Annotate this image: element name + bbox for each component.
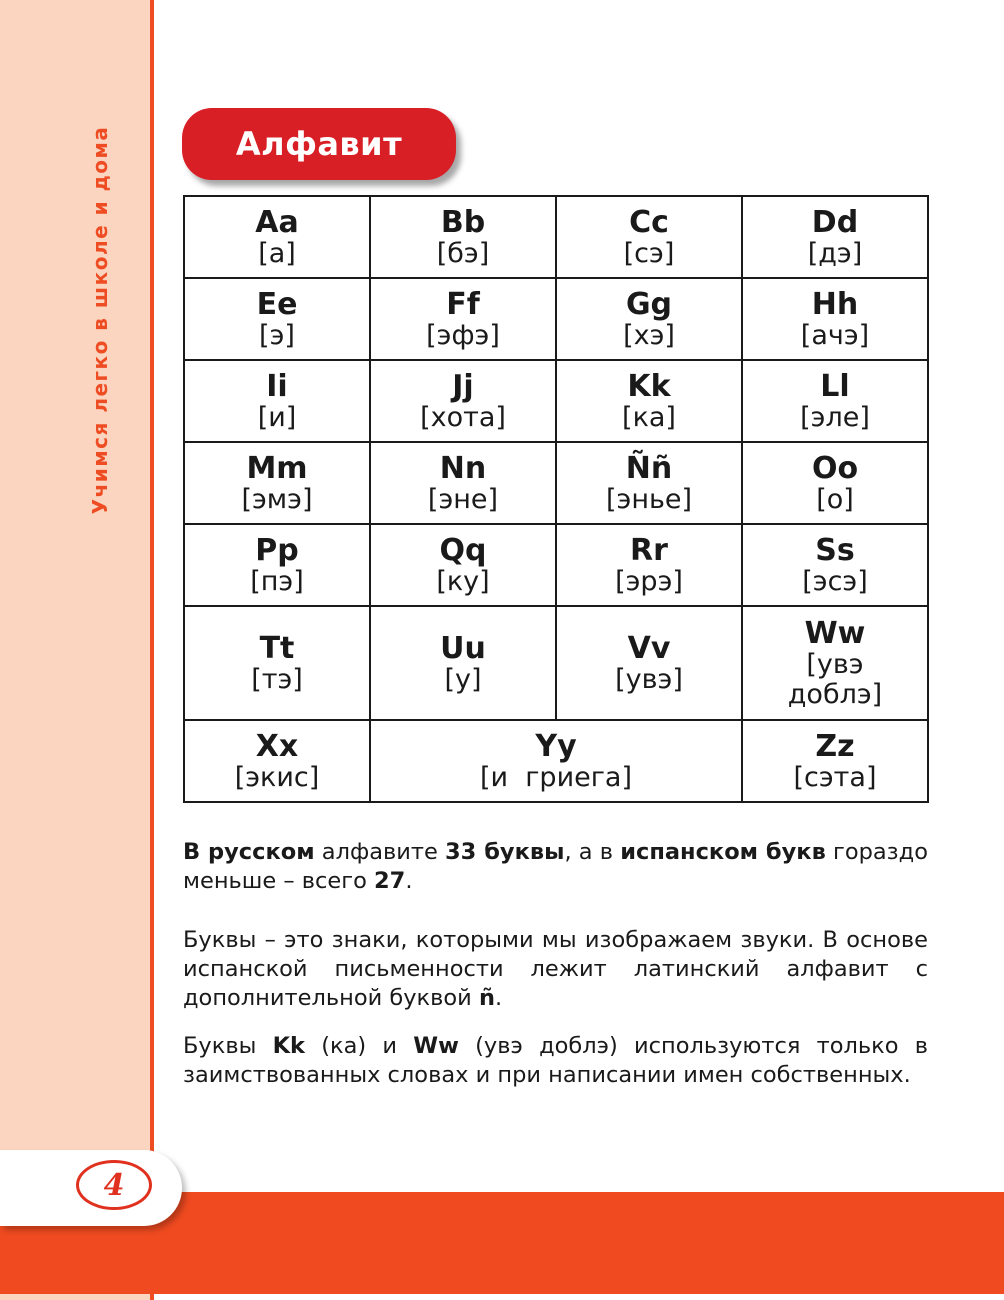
letter: Ññ xyxy=(625,450,673,486)
pronunciation: [ку] xyxy=(436,565,490,597)
alphabet-cell xyxy=(742,524,928,606)
alphabet-cell xyxy=(742,720,928,802)
letter: Ll xyxy=(820,368,850,404)
letter: Zz xyxy=(815,728,855,764)
letter: Rr xyxy=(630,532,668,568)
side-title: Учимся легко в школе и дома xyxy=(88,125,112,515)
bold-text: 27 xyxy=(374,868,406,894)
pronunciation: [бэ] xyxy=(436,237,490,269)
alphabet-cell xyxy=(370,524,556,606)
section-title-badge xyxy=(182,108,456,180)
bold-text: 33 буквы xyxy=(445,839,565,865)
letter: Cc xyxy=(629,204,669,240)
letter: Nn xyxy=(439,450,487,486)
text: (ка) и xyxy=(305,1033,414,1059)
alphabet-cell xyxy=(370,442,556,524)
letter: Kk xyxy=(627,368,671,404)
page-number: 4 xyxy=(76,1160,152,1210)
text: (увэ доблэ) используются только в заимствованных словах и при написании имен собственных. xyxy=(183,1033,928,1088)
alphabet-cell xyxy=(556,196,742,278)
pronunciation: [дэ] xyxy=(807,237,863,269)
letter: Bb xyxy=(440,204,486,240)
letter: Yy xyxy=(535,728,577,764)
letter: Pp xyxy=(255,532,299,568)
text: Буквы – это знаки, которыми мы изображаем звуки. В основе испанской письменности лежит латинский алфавит с дополнительной буквой xyxy=(183,927,928,1011)
alphabet-cell xyxy=(742,442,928,524)
letter: Gg xyxy=(625,286,673,322)
text: гораздо меньше – всего xyxy=(183,839,928,894)
alphabet-cell xyxy=(556,524,742,606)
letter: Aa xyxy=(255,204,299,240)
letter: Dd xyxy=(811,204,859,240)
pronunciation: [эсэ] xyxy=(802,565,868,597)
table-row xyxy=(184,524,928,606)
text: Буквы xyxy=(183,1033,273,1059)
pronunciation: [э] xyxy=(259,319,295,351)
table-row xyxy=(184,278,928,360)
alphabet-cell xyxy=(556,606,742,720)
paragraph-3 xyxy=(183,1032,928,1090)
alphabet-cell xyxy=(742,278,928,360)
section-title: Алфавит xyxy=(235,125,403,163)
letter: Ff xyxy=(446,286,480,322)
alphabet-cell xyxy=(556,360,742,442)
pronunciation: [энье] xyxy=(605,483,693,515)
alphabet-cell xyxy=(184,720,370,802)
alphabet-cell xyxy=(370,278,556,360)
letter: Mm xyxy=(246,450,308,486)
table-row xyxy=(184,720,928,802)
table-row xyxy=(184,360,928,442)
letter: Hh xyxy=(811,286,859,322)
alphabet-cell xyxy=(742,196,928,278)
text: . xyxy=(494,985,503,1011)
pronunciation: [ка] xyxy=(622,401,676,433)
alphabet-cell xyxy=(742,606,928,720)
pronunciation: [и] xyxy=(257,401,297,433)
letter: Tt xyxy=(259,630,295,666)
table-row xyxy=(184,196,928,278)
pronunciation: [эрэ] xyxy=(615,565,683,597)
paragraph-2 xyxy=(183,926,928,1013)
pronunciation: [о] xyxy=(816,483,854,515)
side-divider-line xyxy=(150,0,154,1300)
alphabet-cell xyxy=(742,360,928,442)
alphabet-cell xyxy=(184,278,370,360)
bold-text: ñ xyxy=(478,985,495,1011)
alphabet-cell xyxy=(370,720,742,802)
pronunciation: [ачэ] xyxy=(800,319,870,351)
pronunciation: [эмэ] xyxy=(241,483,313,515)
side-band xyxy=(0,0,150,1300)
pronunciation: [эле] xyxy=(800,401,870,433)
letter: Xx xyxy=(255,728,299,764)
letter: Jj xyxy=(452,368,474,404)
pronunciation: [эфэ] xyxy=(426,319,500,351)
text: алфавите xyxy=(314,839,446,865)
pronunciation: [эне] xyxy=(427,483,499,515)
text: , а в xyxy=(564,839,621,865)
pronunciation: [экис] xyxy=(234,761,320,793)
pronunciation: [пэ] xyxy=(250,565,304,597)
letter: Ww xyxy=(804,615,866,651)
bold-text: Ww xyxy=(413,1033,459,1059)
bold-text: В русском xyxy=(183,839,315,865)
letter: Ss xyxy=(815,532,855,568)
alphabet-cell xyxy=(370,360,556,442)
alphabet-cell xyxy=(184,360,370,442)
pronunciation: [сэта] xyxy=(793,761,877,793)
pronunciation: [увэ] xyxy=(615,663,683,695)
letter: Oo xyxy=(811,450,859,486)
alphabet-table xyxy=(183,195,929,803)
alphabet-cell xyxy=(370,606,556,720)
table-row xyxy=(184,606,928,720)
alphabet-cell xyxy=(370,196,556,278)
pronunciation: [и гриега] xyxy=(480,761,632,793)
letter: Vv xyxy=(627,630,671,666)
pronunciation: [хэ] xyxy=(623,319,675,351)
pronunciation: [увэ доблэ] xyxy=(787,648,883,710)
letter: Ee xyxy=(256,286,298,322)
text: . xyxy=(405,868,413,894)
paragraph-1 xyxy=(183,838,928,896)
bold-text: испанском букв xyxy=(620,839,826,865)
pronunciation: [у] xyxy=(444,663,482,695)
alphabet-cell xyxy=(184,606,370,720)
pronunciation: [сэ] xyxy=(623,237,675,269)
alphabet-cell xyxy=(184,196,370,278)
pronunciation: [тэ] xyxy=(251,663,303,695)
letter: Ii xyxy=(266,368,288,404)
alphabet-cell xyxy=(556,278,742,360)
alphabet-cell xyxy=(184,442,370,524)
letter: Qq xyxy=(439,532,487,568)
pronunciation: [а] xyxy=(258,237,296,269)
alphabet-cell xyxy=(556,442,742,524)
pronunciation: [хота] xyxy=(420,401,506,433)
bold-text: Kk xyxy=(272,1033,306,1059)
letter: Uu xyxy=(440,630,486,666)
alphabet-cell xyxy=(184,524,370,606)
table-row xyxy=(184,442,928,524)
